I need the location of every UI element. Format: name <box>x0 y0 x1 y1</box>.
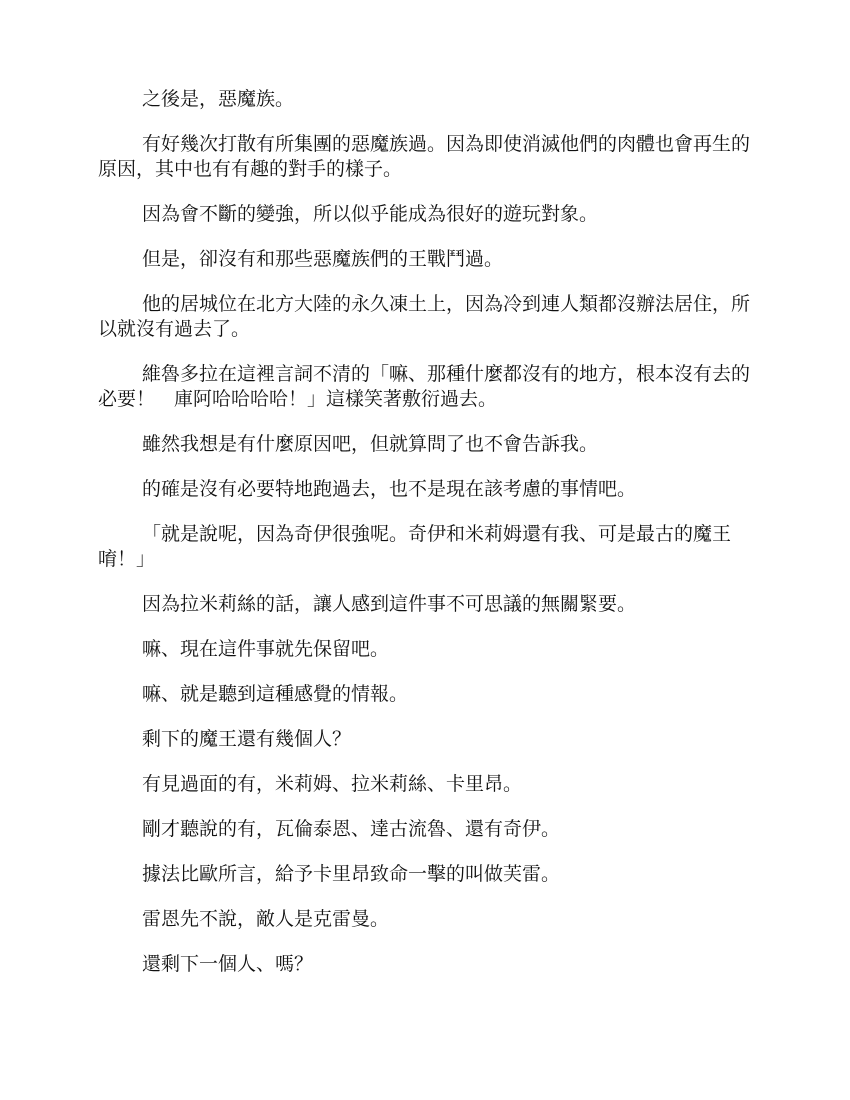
paragraph: 剛才聽說的有，瓦倫泰恩、達古流魯、還有奇伊。 <box>142 818 561 840</box>
paragraph: 雖然我想是有什麼原因吧，但就算問了也不會告訴我。 <box>142 433 599 455</box>
paragraph: 因為會不斷的變強，所以似乎能成為很好的遊玩對象。 <box>142 203 599 225</box>
paragraph: 但是，卻沒有和那些惡魔族們的王戰鬥過。 <box>142 248 504 270</box>
paragraph: 還剩下一個人、嗎？ <box>142 953 314 975</box>
paragraph: 嘛、就是聽到這種感覺的情報。 <box>142 683 409 705</box>
paragraph: 因為拉米莉絲的話，讓人感到這件事不可思議的無關緊要。 <box>142 593 637 615</box>
paragraph: 的確是沒有必要特地跑過去，也不是現在該考慮的事情吧。 <box>142 478 637 500</box>
paragraph: 有好幾次打散有所集團的惡魔族過。因為即使消滅他們的肉體也會再生的原因，其中也有有趣的對手的樣子。 <box>98 133 751 180</box>
document-page <box>98 87 750 997</box>
paragraph: 他的居城位在北方大陸的永久凍土上，因為冷到連人類都沒辦法居住，所以就沒有過去了。 <box>98 293 751 340</box>
paragraph: 之後是，惡魔族。 <box>142 88 295 110</box>
paragraph: 「就是說呢，因為奇伊很強呢。奇伊和米莉姆還有我、可是最古的魔王唷！」 <box>98 523 732 570</box>
paragraph: 雷恩先不說，敵人是克雷曼。 <box>142 908 390 930</box>
paragraph: 嘛、現在這件事就先保留吧。 <box>142 638 390 660</box>
paragraph: 有見過面的有，米莉姆、拉米莉絲、卡里昂。 <box>142 773 523 795</box>
paragraph: 據法比歐所言，給予卡里昂致命一擊的叫做芙雷。 <box>142 863 561 885</box>
paragraph: 維魯多拉在這裡言詞不清的「嘛、那種什麼都沒有的地方，根本沒有去的必要！ 庫阿哈哈哈哈！」這樣笑著敷衍過去。 <box>98 363 751 410</box>
paragraph: 剩下的魔王還有幾個人？ <box>142 728 352 750</box>
